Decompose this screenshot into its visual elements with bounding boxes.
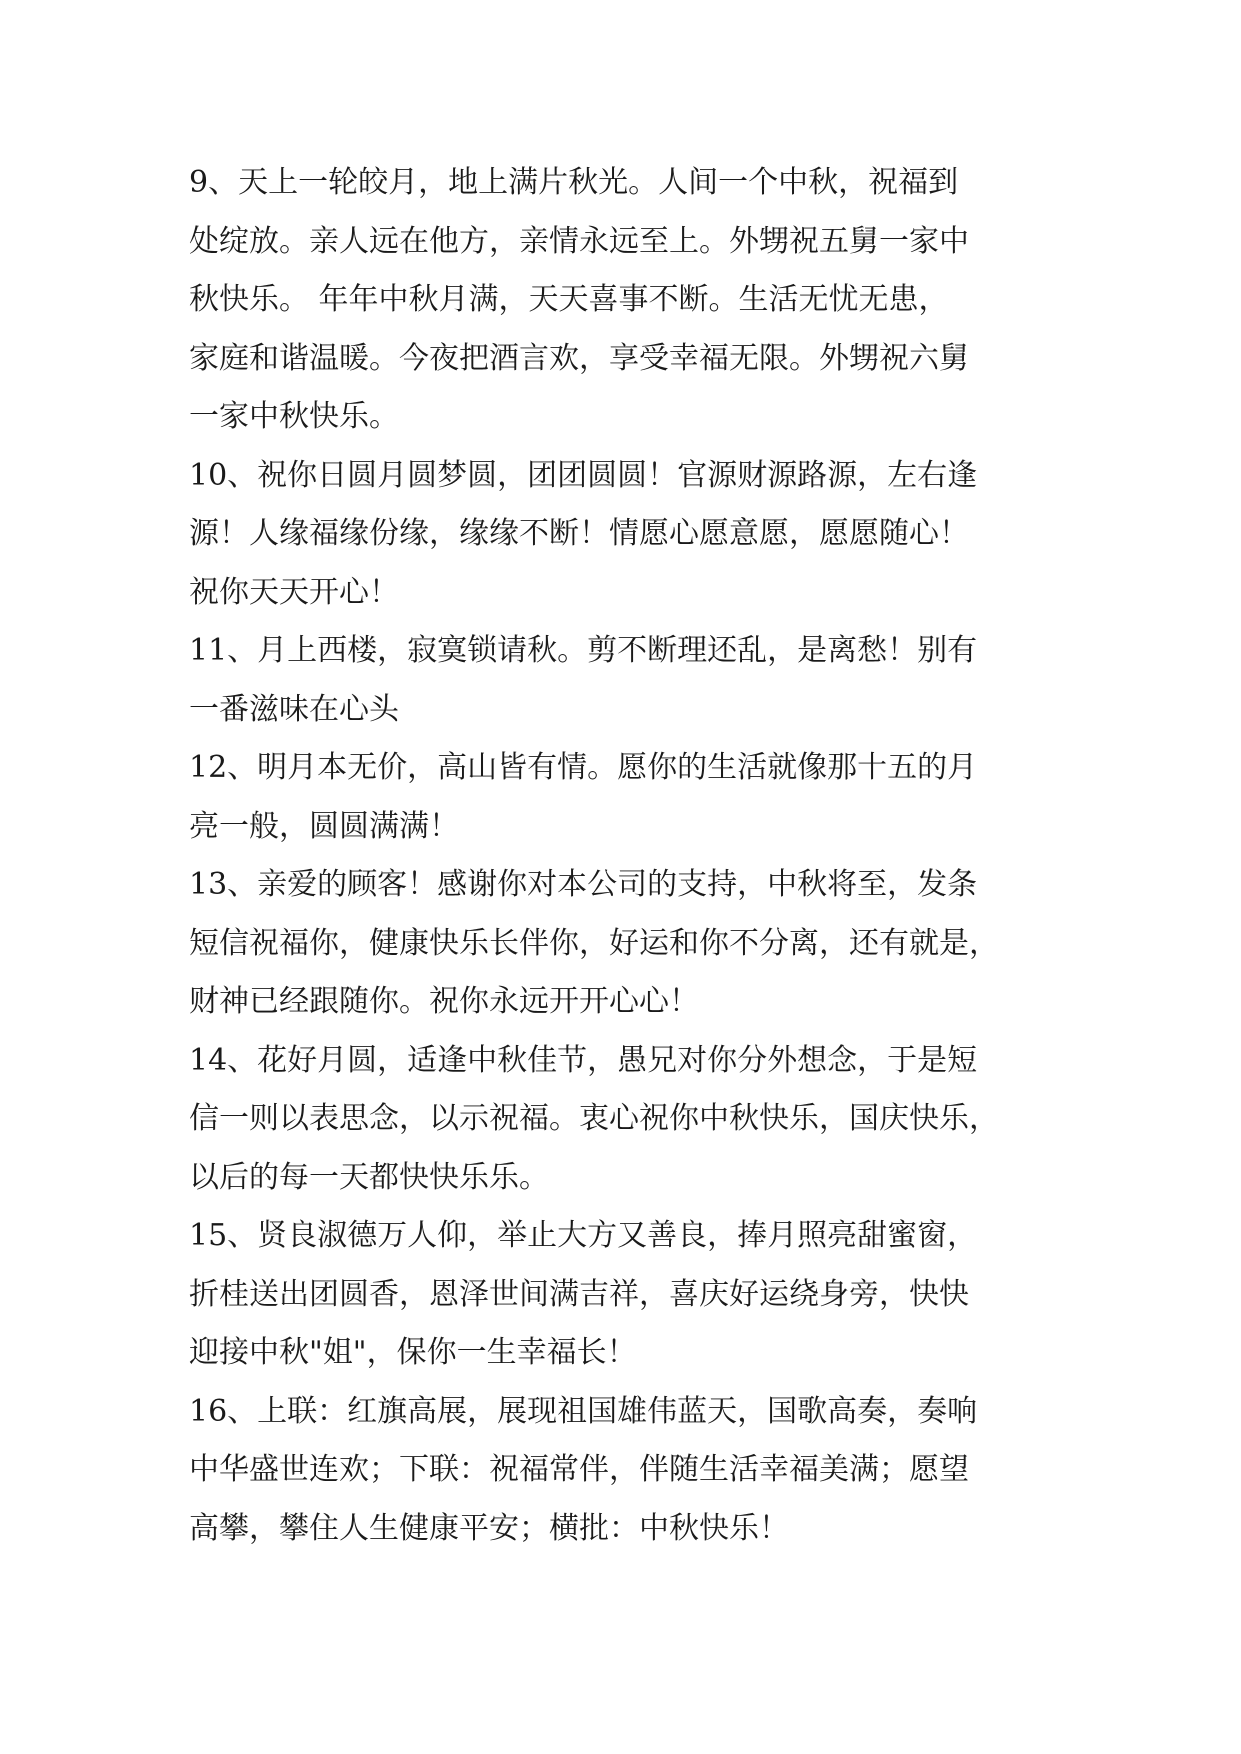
text-line: 信一则以表思念，以示祝福。衷心祝你中秋快乐，国庆快乐， xyxy=(189,1101,999,1136)
paragraph-6 xyxy=(189,1032,1059,1208)
text-line: 10、祝你日圆月圆梦圆，团团圆圆！官源财源路源，左右逢 xyxy=(189,457,978,493)
paragraph-7 xyxy=(189,1207,1059,1383)
text-line: 迎接中秋"姐"，保你一生幸福长！ xyxy=(189,1335,637,1370)
text-line: 秋快乐。 年年中秋月满，天天喜事不断。生活无忧无患， xyxy=(189,282,949,317)
text-line: 家庭和谐温暖。今夜把酒言欢，享受幸福无限。外甥祝六舅 xyxy=(189,340,969,376)
text-line: 14、花好月圆，适逢中秋佳节，愚兄对你分外想念，于是短 xyxy=(189,1042,978,1078)
text-line: 亮一般，圆圆满满！ xyxy=(189,808,459,844)
paragraph-3 xyxy=(189,622,1059,739)
text-line: 高攀，攀住人生健康平安；横批：中秋快乐！ xyxy=(189,1510,789,1546)
text-line: 以后的每一天都快快乐乐。 xyxy=(189,1159,549,1195)
text-line: 一家中秋快乐。 xyxy=(189,399,399,434)
text-line: 9、天上一轮皎月，地上满片秋光。人间一个中秋，祝福到 xyxy=(189,165,959,200)
paragraph-8 xyxy=(189,1383,1059,1559)
text-line: 11、月上西楼，寂寞锁请秋。剪不断理还乱，是离愁！别有 xyxy=(189,633,978,668)
text-line: 祝你天天开心！ xyxy=(189,574,399,610)
document-body xyxy=(189,154,1059,1558)
text-line: 财神已经跟随你。祝你永远开开心心！ xyxy=(189,984,699,1019)
paragraph-4 xyxy=(189,739,1059,856)
paragraph-5 xyxy=(189,856,1059,1032)
text-line: 13、亲爱的顾客！感谢你对本公司的支持，中秋将至，发条 xyxy=(189,867,978,902)
text-line: 16、上联：红旗高展，展现祖国雄伟蓝天，国歌高奏，奏响 xyxy=(189,1393,978,1429)
text-line: 源！人缘福缘份缘，缘缘不断！情愿心愿意愿，愿愿随心！ xyxy=(189,516,969,551)
text-line: 一番滋味在心头 xyxy=(189,691,399,727)
text-line: 短信祝福你，健康快乐长伴你，好运和你不分离，还有就是， xyxy=(189,925,999,961)
text-line: 15、贤良淑德万人仰，举止大方又善良，捧月照亮甜蜜窗， xyxy=(189,1218,978,1253)
paragraph-2 xyxy=(189,447,1059,623)
text-line: 中华盛世连欢；下联：祝福常伴，伴随生活幸福美满；愿望 xyxy=(189,1452,969,1487)
text-line: 折桂送出团圆香，恩泽世间满吉祥，喜庆好运绕身旁，快快 xyxy=(189,1276,969,1312)
paragraph-1 xyxy=(189,154,1059,447)
text-line: 处绽放。亲人远在他方，亲情永远至上。外甥祝五舅一家中 xyxy=(189,223,969,259)
text-line: 12、明月本无价，高山皆有情。愿你的生活就像那十五的月 xyxy=(189,750,978,785)
